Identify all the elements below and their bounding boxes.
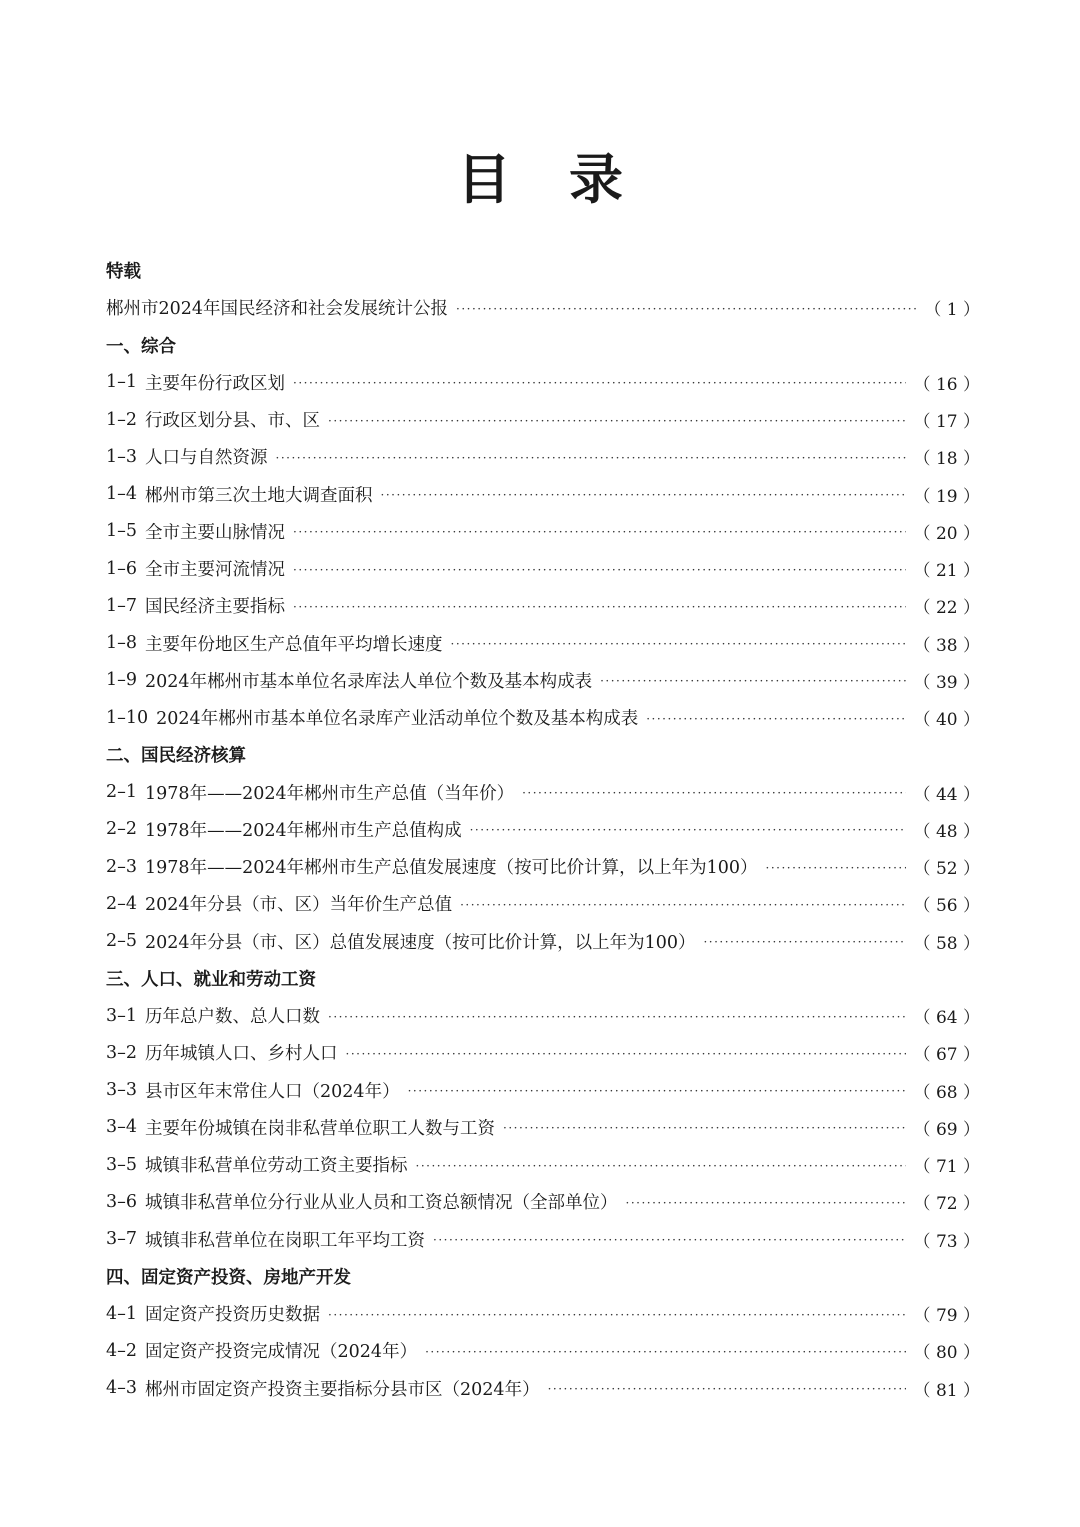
- toc-entry-number: 2–1: [106, 782, 138, 803]
- toc-section-heading: 四、固定资产投资、房地产开发: [106, 1267, 351, 1288]
- toc-entry-page-number: （ 71 ）: [913, 1157, 980, 1178]
- dot-leader: [503, 1121, 906, 1135]
- toc-entry[interactable]: [106, 513, 980, 550]
- toc-entry[interactable]: [106, 1332, 980, 1369]
- toc-entry[interactable]: [106, 1183, 980, 1220]
- table-of-contents: [106, 252, 980, 1407]
- toc-entry-title: 固定资产投资历史数据: [145, 1305, 321, 1326]
- toc-entry-title: 2024年郴州市基本单位名录库产业活动单位个数及基本构成表: [156, 709, 639, 730]
- toc-entry-page-number: （ 17 ）: [913, 412, 980, 433]
- dot-leader: [456, 302, 916, 316]
- toc-entry[interactable]: [106, 289, 980, 326]
- toc-entry-title: 2024年郴州市基本单位名录库法人单位个数及基本构成表: [145, 671, 593, 692]
- dot-leader: [276, 451, 906, 465]
- dot-leader: [646, 712, 905, 726]
- toc-entry-number: 1–3: [106, 446, 138, 467]
- toc-entry-page-number: （ 72 ）: [913, 1194, 980, 1215]
- toc-entry[interactable]: [106, 401, 980, 438]
- toc-entry-number: 1–10: [106, 707, 149, 728]
- toc-entry-title: 县市区年末常住人口（2024年）: [145, 1081, 400, 1102]
- dot-leader: [416, 1159, 906, 1173]
- toc-entry-title: 城镇非私营单位在岗职工年平均工资: [145, 1230, 426, 1251]
- toc-entry-page-number: （ 38 ）: [913, 635, 980, 656]
- toc-entry-page-number: （ 20 ）: [913, 523, 980, 544]
- toc-section-heading: 二、国民经济核算: [106, 746, 246, 767]
- toc-entry-page-number: （ 68 ）: [913, 1082, 980, 1103]
- toc-entry-page-number: （ 18 ）: [913, 449, 980, 470]
- toc-entry[interactable]: [106, 774, 980, 811]
- toc-entry-title: 郴州市固定资产投资主要指标分县市区（2024年）: [145, 1379, 540, 1400]
- toc-entry-page-number: （ 1 ）: [924, 300, 980, 321]
- dot-leader: [451, 637, 906, 651]
- page-title: [0, 140, 1080, 210]
- dot-leader: [766, 861, 906, 875]
- toc-entry-title: 全市主要河流情况: [145, 560, 286, 581]
- toc-entry-page-number: （ 81 ）: [913, 1380, 980, 1401]
- toc-entry[interactable]: [106, 885, 980, 922]
- toc-entry-page-number: （ 52 ）: [913, 859, 980, 880]
- toc-entry-title: 主要年份行政区划: [145, 373, 286, 394]
- toc-entry-number: 3–7: [106, 1229, 138, 1250]
- toc-entry-page-number: （ 67 ）: [913, 1045, 980, 1066]
- toc-entry[interactable]: [106, 1146, 980, 1183]
- toc-entry-title: 2024年分县（市、区）总值发展速度（按可比价计算，以上年为100）: [145, 932, 696, 953]
- toc-entry[interactable]: [106, 438, 980, 475]
- toc-entry-page-number: （ 22 ）: [913, 598, 980, 619]
- dot-leader: [522, 786, 905, 800]
- dot-leader: [328, 1308, 906, 1322]
- toc-entry-title: 历年城镇人口、乡村人口: [145, 1044, 338, 1065]
- dot-leader: [346, 1047, 906, 1061]
- toc-entry[interactable]: [106, 997, 980, 1034]
- toc-entry-number: 3–2: [106, 1042, 138, 1063]
- dot-leader: [408, 1084, 906, 1098]
- toc-entry-page-number: （ 48 ）: [913, 821, 980, 842]
- toc-section-heading: 一、综合: [106, 336, 176, 357]
- toc-entry-title: 行政区划分县、市、区: [145, 411, 321, 432]
- dot-leader: [328, 414, 906, 428]
- toc-entry[interactable]: [106, 1109, 980, 1146]
- toc-entry-number: 4–1: [106, 1303, 138, 1324]
- toc-entry-title: 固定资产投资完成情况（2024年）: [145, 1342, 418, 1363]
- toc-entry-title: 1978年——2024年郴州市生产总值构成: [145, 820, 462, 841]
- dot-leader: [293, 600, 906, 614]
- dot-leader: [425, 1345, 905, 1359]
- toc-entry[interactable]: [106, 923, 980, 960]
- dot-leader: [381, 488, 906, 502]
- toc-entry-title: 主要年份城镇在岗非私营单位职工人数与工资: [145, 1118, 496, 1139]
- toc-entry-number: 3–1: [106, 1005, 138, 1026]
- toc-entry[interactable]: [106, 364, 980, 401]
- title-char-2: 录: [569, 147, 623, 211]
- toc-entry-title: 国民经济主要指标: [145, 597, 286, 618]
- toc-entry-number: 3–6: [106, 1191, 138, 1212]
- toc-entry[interactable]: [106, 587, 980, 624]
- toc-entry-page-number: （ 79 ）: [913, 1306, 980, 1327]
- toc-entry-number: 3–3: [106, 1080, 138, 1101]
- dot-leader: [293, 376, 906, 390]
- toc-entry-number: 4–2: [106, 1340, 138, 1361]
- toc-entry-page-number: （ 80 ）: [913, 1343, 980, 1364]
- toc-entry-page-number: （ 21 ）: [913, 561, 980, 582]
- dot-leader: [626, 1196, 906, 1210]
- toc-entry-page-number: （ 69 ）: [913, 1119, 980, 1140]
- toc-entry-page-number: （ 16 ）: [913, 374, 980, 395]
- toc-entry-title: 郴州市2024年国民经济和社会发展统计公报: [106, 299, 449, 320]
- toc-entry[interactable]: [106, 1370, 980, 1407]
- toc-entry[interactable]: [106, 1034, 980, 1071]
- dot-leader: [470, 823, 906, 837]
- toc-entry-title: 郴州市第三次土地大调查面积: [145, 485, 373, 506]
- toc-entry-title: 1978年——2024年郴州市生产总值（当年价）: [145, 783, 515, 804]
- toc-entry-number: 4–3: [106, 1378, 138, 1399]
- dot-leader: [703, 935, 905, 949]
- toc-entry-number: 2–4: [106, 893, 138, 914]
- toc-entry[interactable]: [106, 1295, 980, 1332]
- toc-section-heading: 三、人口、就业和劳动工资: [106, 969, 316, 990]
- toc-entry-page-number: （ 64 ）: [913, 1008, 980, 1029]
- toc-entry[interactable]: [106, 476, 980, 513]
- toc-entry-number: 1–9: [106, 670, 138, 691]
- toc-entry[interactable]: [106, 550, 980, 587]
- toc-entry-title: 2024年分县（市、区）当年价生产总值: [145, 895, 453, 916]
- toc-entry-title: 全市主要山脉情况: [145, 522, 286, 543]
- toc-entry-page-number: （ 19 ）: [913, 486, 980, 507]
- toc-entry-number: 1–5: [106, 521, 138, 542]
- toc-entry-number: 2–2: [106, 819, 138, 840]
- toc-entry-number: 1–8: [106, 633, 138, 654]
- toc-entry-number: 3–5: [106, 1154, 138, 1175]
- toc-entry-page-number: （ 73 ）: [913, 1231, 980, 1252]
- toc-entry-number: 2–5: [106, 931, 138, 952]
- toc-entry-number: 1–1: [106, 372, 138, 393]
- toc-entry-number: 1–2: [106, 409, 138, 430]
- dot-leader: [600, 674, 905, 688]
- toc-entry[interactable]: [106, 662, 980, 699]
- dot-leader: [548, 1382, 906, 1396]
- toc-entry-title: 人口与自然资源: [145, 448, 268, 469]
- toc-entry-page-number: （ 39 ）: [913, 672, 980, 693]
- toc-entry[interactable]: [106, 625, 980, 662]
- toc-entry-number: 1–6: [106, 558, 138, 579]
- dot-leader: [460, 898, 905, 912]
- toc-entry-page-number: （ 40 ）: [913, 710, 980, 731]
- toc-entry[interactable]: [106, 1221, 980, 1258]
- toc-entry[interactable]: [106, 848, 980, 885]
- toc-entry-number: 3–4: [106, 1117, 138, 1138]
- toc-entry-title: 城镇非私营单位劳动工资主要指标: [145, 1156, 408, 1177]
- toc-entry-title: 主要年份地区生产总值年平均增长速度: [145, 634, 443, 655]
- toc-entry-title: 历年总户数、总人口数: [145, 1007, 321, 1028]
- toc-entry-number: 1–7: [106, 595, 138, 616]
- toc-entry-number: 2–3: [106, 856, 138, 877]
- toc-entry[interactable]: [106, 811, 980, 848]
- toc-entry-page-number: （ 56 ）: [913, 896, 980, 917]
- toc-entry-page-number: （ 44 ）: [913, 784, 980, 805]
- toc-entry-title: 1978年——2024年郴州市生产总值发展速度（按可比价计算，以上年为100）: [145, 858, 758, 879]
- toc-entry-page-number: （ 58 ）: [913, 933, 980, 954]
- toc-entry-title: 城镇非私营单位分行业从业人员和工资总额情况（全部单位）: [145, 1193, 618, 1214]
- dot-leader: [293, 563, 906, 577]
- dot-leader: [293, 525, 906, 539]
- toc-entry-number: 1–4: [106, 484, 138, 505]
- dot-leader: [328, 1010, 906, 1024]
- dot-leader: [433, 1233, 906, 1247]
- toc-entry[interactable]: [106, 1072, 980, 1109]
- toc-section-heading: 特载: [106, 262, 141, 283]
- toc-entry[interactable]: [106, 699, 980, 736]
- title-char-1: 目: [457, 147, 511, 211]
